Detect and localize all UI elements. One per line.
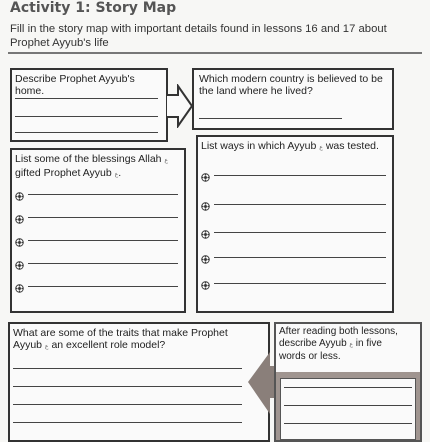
- describe-prompt-c: in five: [355, 337, 382, 349]
- answer-line[interactable]: [13, 404, 242, 405]
- flower-bullet-icon: [15, 234, 24, 243]
- honorific-symbol: ع: [44, 344, 49, 350]
- describe-prompt: [276, 324, 420, 372]
- tested-prompt-a: List ways in which Ayyub: [201, 140, 317, 152]
- traits-prompt-b: Ayyub: [13, 339, 42, 351]
- tested-box: [196, 135, 394, 313]
- flower-bullet-icon: [201, 277, 210, 286]
- flower-bullet-icon: [15, 188, 24, 197]
- traits-box: [8, 322, 270, 442]
- traits-prompt-a: What are some of the traits that make Prophet: [13, 327, 228, 339]
- answer-line[interactable]: [214, 232, 386, 233]
- blessings-end: .: [118, 167, 122, 179]
- flower-bullet-icon: [201, 226, 210, 235]
- answer-line[interactable]: [214, 257, 386, 258]
- instructions: Fill in the story map with important details found in lessons 16 and 17 about Prophet Ayyub's life: [10, 23, 387, 49]
- answer-line[interactable]: [13, 386, 242, 387]
- describe-prompt-a: After reading both lessons,: [279, 326, 398, 337]
- honorific-symbol: ع: [114, 172, 119, 178]
- tested-prompt-end: was tested.: [325, 140, 379, 152]
- flower-bullet-icon: [15, 257, 24, 266]
- answer-line[interactable]: [13, 422, 242, 423]
- answer-line[interactable]: [214, 283, 386, 284]
- answer-line[interactable]: [15, 116, 158, 117]
- traits-prompt-c: an excellent role model?: [51, 339, 166, 351]
- flower-bullet-icon: [201, 251, 210, 260]
- home-prompt: Describe Prophet Ayyub's home.: [15, 73, 135, 97]
- answer-line[interactable]: [15, 98, 158, 99]
- activity-title: Activity 1: Story Map: [10, 0, 177, 16]
- describe-answer-panel[interactable]: [280, 378, 416, 440]
- answer-line[interactable]: [199, 118, 342, 119]
- honorific-symbol: ع: [164, 158, 169, 164]
- describe-prompt-d: words or less.: [279, 351, 341, 362]
- honorific-symbol: ع: [349, 341, 354, 348]
- answer-line[interactable]: [284, 405, 412, 406]
- country-box: [192, 68, 394, 130]
- flower-bullet-icon: [201, 198, 210, 207]
- describe-prompt-b: describe Ayyub: [279, 337, 347, 349]
- honorific-symbol: ع: [319, 145, 323, 151]
- country-prompt: Which modern country is believed to be the land where he lived?: [199, 73, 383, 97]
- blessings-prompt: [15, 153, 183, 181]
- answer-line[interactable]: [284, 423, 412, 424]
- title-divider: [8, 52, 422, 54]
- answer-line[interactable]: [214, 204, 386, 205]
- describe-box: [274, 322, 422, 442]
- traits-prompt: [13, 327, 269, 353]
- answer-line[interactable]: [284, 387, 412, 388]
- answer-line[interactable]: [28, 263, 178, 264]
- answer-line[interactable]: [15, 132, 158, 133]
- flower-bullet-icon: [15, 211, 24, 220]
- right-arrow-icon: [166, 84, 194, 128]
- flower-bullet-icon: [15, 280, 24, 289]
- blessings-prompt-a: List some of the blessings Allah: [15, 153, 162, 165]
- home-box: [10, 68, 168, 142]
- answer-line[interactable]: [28, 286, 178, 287]
- answer-line[interactable]: [214, 175, 386, 176]
- answer-line[interactable]: [28, 194, 178, 195]
- blessings-box: [10, 148, 186, 313]
- flower-bullet-icon: [201, 169, 210, 178]
- answer-line[interactable]: [28, 240, 178, 241]
- answer-line[interactable]: [28, 217, 178, 218]
- blessings-prompt-b: gifted Prophet Ayyub: [15, 167, 112, 179]
- tested-prompt: [201, 140, 379, 154]
- answer-line[interactable]: [13, 368, 242, 369]
